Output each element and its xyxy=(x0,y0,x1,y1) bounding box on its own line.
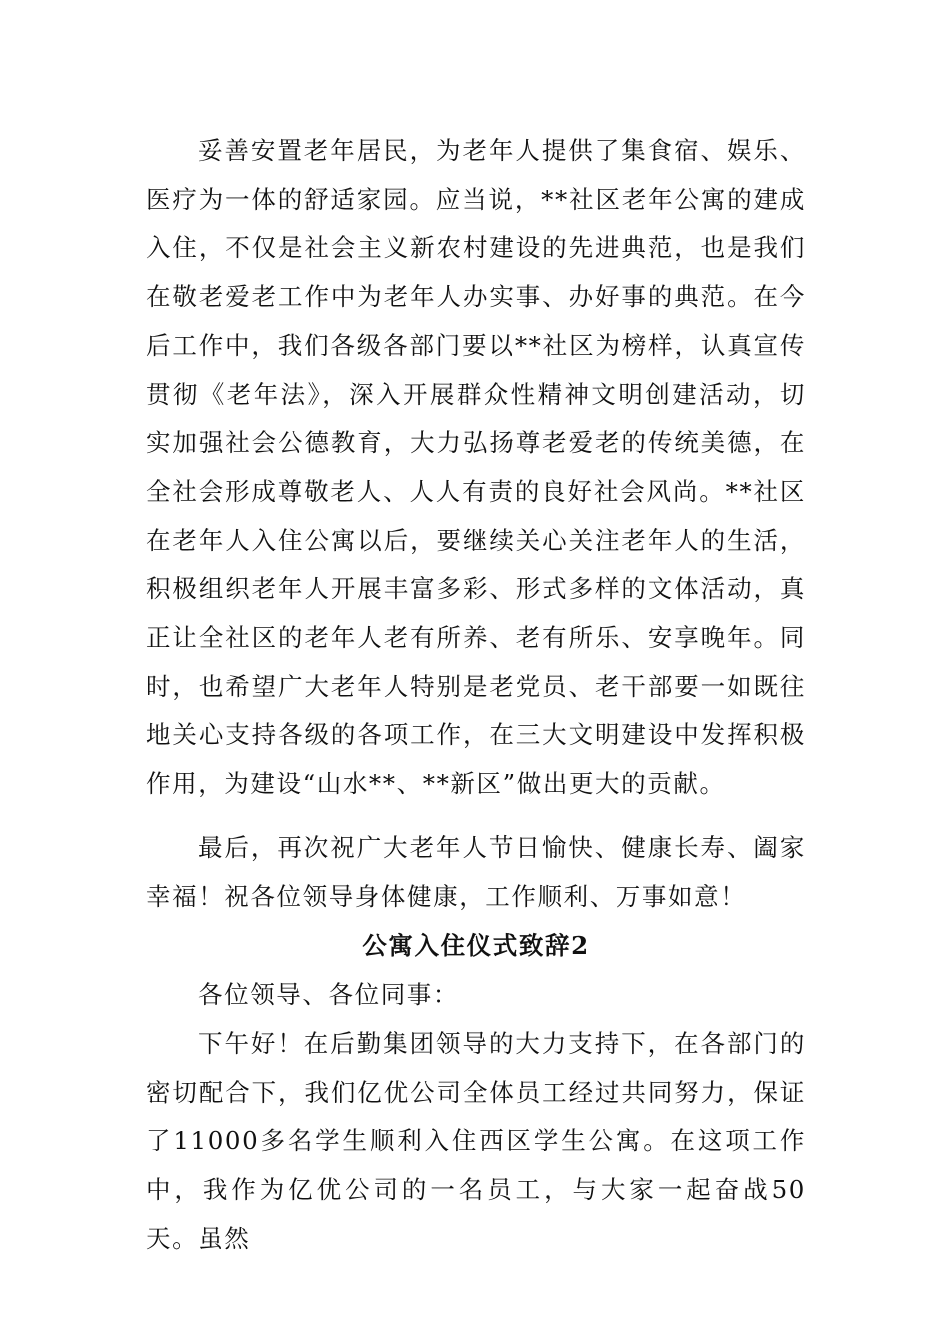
section-heading: 公寓入住仪式致辞2 xyxy=(362,931,590,960)
body-paragraph-1: 妥善安置老年居民，为老年人提供了集食宿、娱乐、医疗为一体的舒适家园。应当说，**社区老年公寓的建成入住，不仅是社会主义新农村建设的先进典范，也是我们在敬老爱老工作中为老年人办实事、办好事的典范。在今后工作中，我们各级各部门要以**社区为榜样，认真宣传贯彻《老年法》，深入开展群众性精神文明创建活动，切实加强社会公德教育，大力弘扬尊老爱老的传统美德，在全社会形成尊敬老人、人人有责的良好社会风尚。**社区在老年人入住公寓以后，要继续关心关注老年人的生活，积极组织老年人开展丰富多彩、形式多样的文体活动，真正让全社区的老年人老有所养、老有所乐、安享晚年。同时，也希望广大老年人特别是老党员、老干部要一如既往地关心支持各级的各项工作，在三大文明建设中发挥积极作用，为建设“山水**、**新区”做出更大的贡献。 xyxy=(146,136,806,799)
body-paragraph-3: 下午好！在后勤集团领导的大力支持下，在各部门的密切配合下，我们亿优公司全体员工经过共同努力，保证了11000多名学生顺利入住西区学生公寓。在这项工作中，我作为亿优公司的一名员工，与大家一起奋战50天。虽然 xyxy=(146,1029,806,1253)
body-paragraph-2: 最后，再次祝广大老年人节日愉快、健康长寿、阖家幸福！祝各位领导身体健康，工作顺利、万事如意！ xyxy=(146,833,806,911)
salutation: 各位领导、各位同事： xyxy=(198,980,459,1009)
